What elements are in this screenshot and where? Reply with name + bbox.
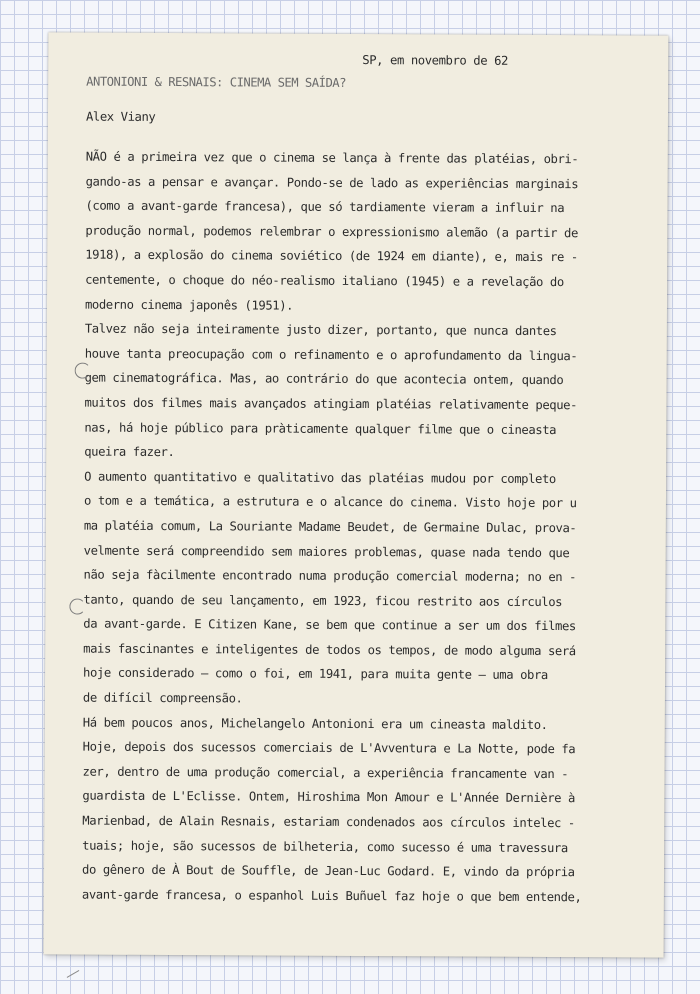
author-name: Alex Viany [85,109,156,124]
text-line: de difícil compreensão. [82,690,243,706]
text-line: Marienbad, de Alain Resnais, estariam condenados aos círculos intelec - [82,813,575,831]
paragraph-2 [84,317,663,468]
text-line: Talvez não seja inteiramente justo dizer, portanto, que nunca dantes [84,321,557,339]
text-line: não seja fàcilmente encontrado numa produção comercial moderna; no en - [83,567,577,585]
document-title: ANTONIONI & RESNAIS: CINEMA SEM SAÍDA? [86,74,347,90]
text-line: O aumento quantitativo e qualitativo das platéias mudou por completo [84,469,556,486]
text-line: zer, dentro de uma produção comercial, a experiência francamente van - [82,764,569,781]
text-line: mais fascinantes e inteligentes de todos os tempos, de modo alguma será [83,641,576,659]
text-line: ma platéia comum, La Souriante Madame Beudet, de Germaine Dulac, prova- [83,518,577,536]
text-line: 1918), a explosão do cinema soviético (de 1924 em diante), e, mais re - [85,247,578,265]
punch-hole [69,599,85,615]
text-line: o tom e a temática, a estrutura e o alcance do cinema. Visto hoje por u [83,493,577,511]
text-line: queira fazer. [84,444,175,460]
text-line: Há bem poucos anos, Michelangelo Antonioni era um cineasta maldito. [82,715,548,732]
text-line: nas, há hoje público para pràticamente qualquer filme que o cineasta [84,420,557,437]
paragraph-4 [82,710,661,910]
text-line: velmente será compreendido sem maiores problemas, quase nada tendo que [83,543,570,560]
text-line: Hoje, depois dos sucessos comerciais de L'Avventura e La Notte, pode fa [82,739,576,757]
pencil-mark [63,963,80,978]
text-line: NÃO é a primeira vez que o cinema se lança à frente das platéias, obri- [85,149,579,167]
text-line: guardista de L'Eclisse. Ontem, Hiroshima Mon Amour e L'Année Dernière à [82,789,576,806]
text-line: moderno cinema japonês (1951). [84,297,294,313]
text-line: gem cinematográfica. Mas, ao contrário do que acontecia ontem, quando [84,370,564,388]
text-line: produção normal, podemos relembrar o expressionismo alemão (a partir de [85,223,578,240]
typewritten-page [44,32,669,957]
paragraph-1 [85,145,664,320]
date-line: SP, em novembro de 62 [362,53,508,68]
document-body [82,145,664,910]
text-line: (como a avant-garde francesa), que só tardiamente vieram a influir na [85,198,565,216]
paragraph-3 [83,464,662,713]
punch-hole [75,363,91,379]
text-line: hoje considerado — como o foi, em 1941, para muita gente — uma obra [83,666,548,683]
text-line: avant-garde francesa, o espanhol Luis Buñuel faz hoje o que bem entende, [81,887,582,904]
text-line: tanto, quando de seu lançamento, em 1923, ficou restrito aos círculos [83,592,563,609]
text-line: gando-as a pensar e avançar. Pondo-se de lado as experiências marginais [85,174,579,191]
text-line: tuais; hoje, são sucessos de bilheteria, como sucesso é uma travessura [82,838,568,855]
text-line: centemente, o choque do néo-realismo italiano (1945) e a revelação do [85,272,564,290]
text-line: da avant-garde. E Citizen Kane, se bem que continue a ser um dos filmes [83,616,576,634]
text-line: houve tanta preocupação com o refinamento e o aprofundamento da lingua- [84,346,578,363]
text-line: muitos dos filmes mais avançados atingiam platéias relativamente peque- [84,395,578,413]
text-line: do gênero de À Bout de Souffle, de Jean-Luc Godard. E, vindo da própria [81,862,575,880]
